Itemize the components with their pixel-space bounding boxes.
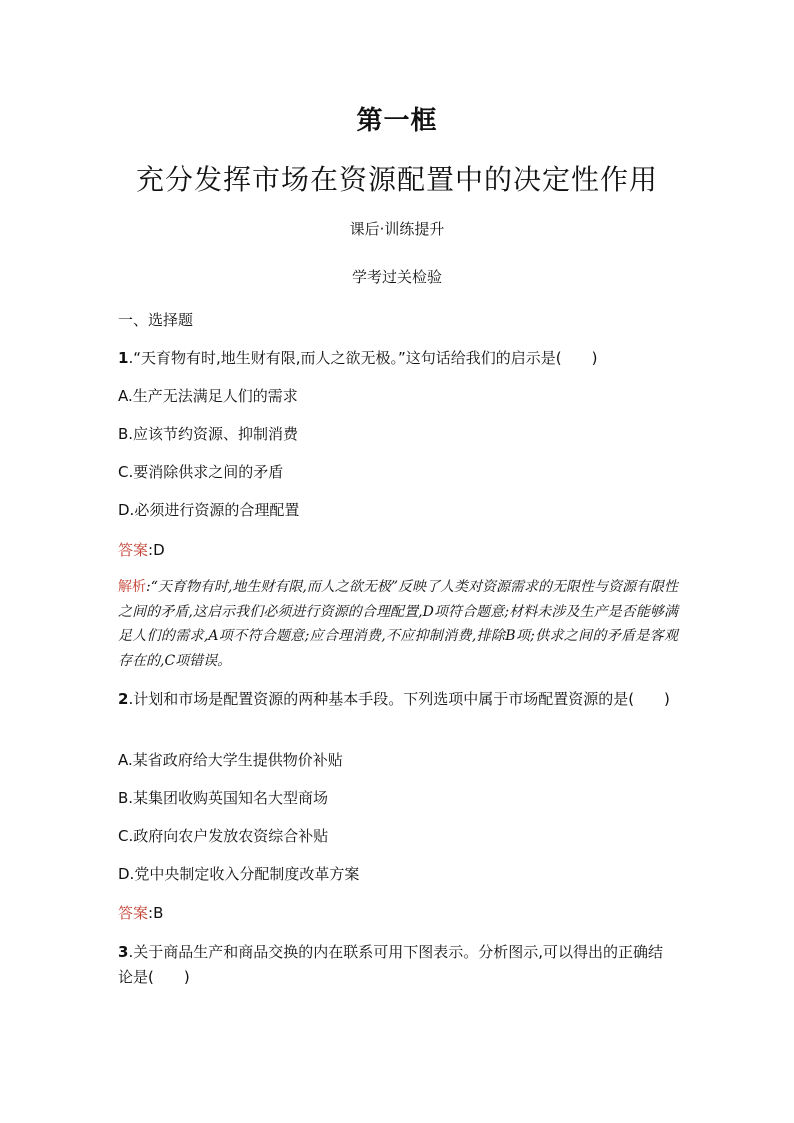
lesson-title: 充分发挥市场在资源配置中的决定性作用 [135, 163, 658, 196]
frame-title: 第一框 [356, 106, 438, 136]
question-text: .关于商品生产和商品交换的内在联系可用下图表示。分析图示,可以得出的正确结论是( ) [118, 943, 663, 986]
q1-option-d: D.必须进行资源的合理配置 [118, 501, 300, 519]
q1-option-c: C.要消除供求之间的矛盾 [118, 463, 284, 481]
question-1-stem [118, 347, 678, 368]
q2-option-b: B.某集团收购英国知名大型商场 [118, 789, 329, 807]
question-number: 3 [118, 943, 129, 961]
question-text: .“天育物有时,地生财有限,而人之欲无极。”这句话给我们的启示是( ) [128, 349, 598, 367]
q1-option-b: B.应该节约资源、抑制消费 [118, 425, 299, 443]
answer-label: 答案 [118, 904, 149, 922]
subtitle: 课后·训练提升 [349, 220, 445, 238]
question-3-stem [118, 940, 670, 990]
answer-value: :D [148, 541, 165, 559]
question-2-stem [118, 687, 670, 712]
section-title: 学考过关检验 [351, 268, 442, 286]
analysis-text: :“天育物有时,地生财有限,而人之欲无极”反映了人类对资源需求的无限性与资源有限性之间的矛盾,这启示我们必须进行资源的合理配置,D项符合题意;材料未涉及生产是否能够满足人们的需求,A项不符合题意;应合理消费,不应抑制消费,排除B项;供求之间的矛盾是客观存在的,C项错误。 [118, 579, 679, 670]
answer-label: 答案 [118, 541, 149, 559]
analysis-label: 解析 [118, 579, 147, 595]
part-heading: 一、选择题 [118, 311, 194, 329]
q1-option-a: A.生产无法满足人们的需求 [118, 387, 298, 405]
question-number: 1 [118, 349, 129, 367]
q2-answer [118, 902, 678, 923]
q1-answer [118, 539, 678, 560]
question-text: .计划和市场是配置资源的两种基本手段。下列选项中属于市场配置资源的是( ) [128, 690, 670, 708]
answer-value: :B [148, 904, 164, 922]
q2-option-c: C.政府向农户发放农资综合补贴 [118, 827, 329, 845]
question-number: 2 [118, 690, 129, 708]
q2-option-a: A.某省政府给大学生提供物价补贴 [118, 751, 343, 769]
q2-option-d: D.党中央制定收入分配制度改革方案 [118, 865, 360, 883]
q1-analysis [118, 575, 678, 674]
